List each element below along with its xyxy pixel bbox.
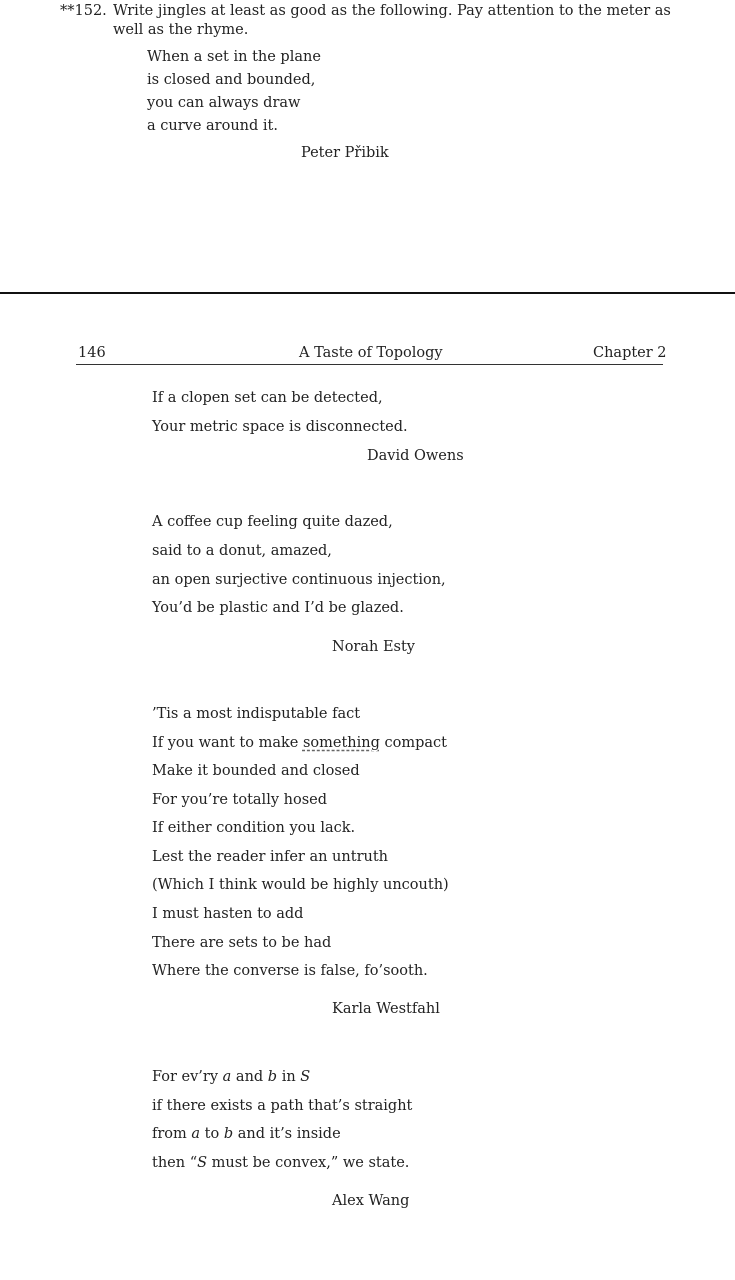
poem-line: ’Tis a most indisputable fact (152, 706, 361, 722)
poem-line: For you’re totally hosed (152, 792, 328, 808)
poem-line: Lest the reader infer an untruth (152, 849, 389, 865)
header-rule (76, 364, 663, 365)
poem-line: Where the converse is false, fo’sooth. (152, 963, 428, 979)
poem-line: (Which I think would be highly uncouth) (152, 877, 449, 893)
problem-text-line-1: Write jingles at least as good as the following. Pay attention to the meter as (113, 3, 671, 19)
poem-line: from a to b and it’s inside (152, 1126, 341, 1142)
underlined-word: something (302, 735, 380, 751)
poem-line: A coffee cup feeling quite dazed, (152, 514, 393, 530)
poem-line: you can always draw (147, 95, 301, 111)
poem-line: Make it bounded and closed (152, 763, 360, 779)
poem-line: There are sets to be had (152, 935, 332, 951)
page-divider (0, 292, 735, 294)
poem-line: is closed and bounded, (147, 72, 316, 88)
running-title: A Taste of Topology (299, 345, 443, 361)
poem-line: said to a donut, amazed, (152, 543, 332, 559)
poem-author: David Owens (367, 448, 464, 464)
poem-line-with-underline: If you want to make something compact (152, 735, 447, 751)
page-number: 146 (78, 345, 106, 361)
poem-line: You’d be plastic and I’d be glazed. (152, 600, 404, 616)
poem-author: Karla Westfahl (332, 1001, 440, 1017)
poem-author: Peter Přibik (301, 145, 389, 161)
poem-line: a curve around it. (147, 118, 278, 134)
poem-line: For ev’ry a and b in S (152, 1069, 311, 1085)
poem-author: Alex Wang (332, 1193, 410, 1209)
problem-number: **152. (60, 3, 107, 19)
poem-line: I must hasten to add (152, 906, 304, 922)
poem-line: then “S must be convex,” we state. (152, 1155, 410, 1171)
problem-text-line-2: well as the rhyme. (113, 22, 249, 38)
poem-line: When a set in the plane (147, 49, 321, 65)
poem-line: an open surjective continuous injection, (152, 572, 446, 588)
poem-line: If either condition you lack. (152, 820, 356, 836)
poem-line: if there exists a path that’s straight (152, 1098, 413, 1114)
chapter-label: Chapter 2 (593, 345, 667, 361)
poem-line: If a clopen set can be detected, (152, 390, 383, 406)
poem-line: Your metric space is disconnected. (152, 419, 408, 435)
poem-author: Norah Esty (332, 639, 415, 655)
